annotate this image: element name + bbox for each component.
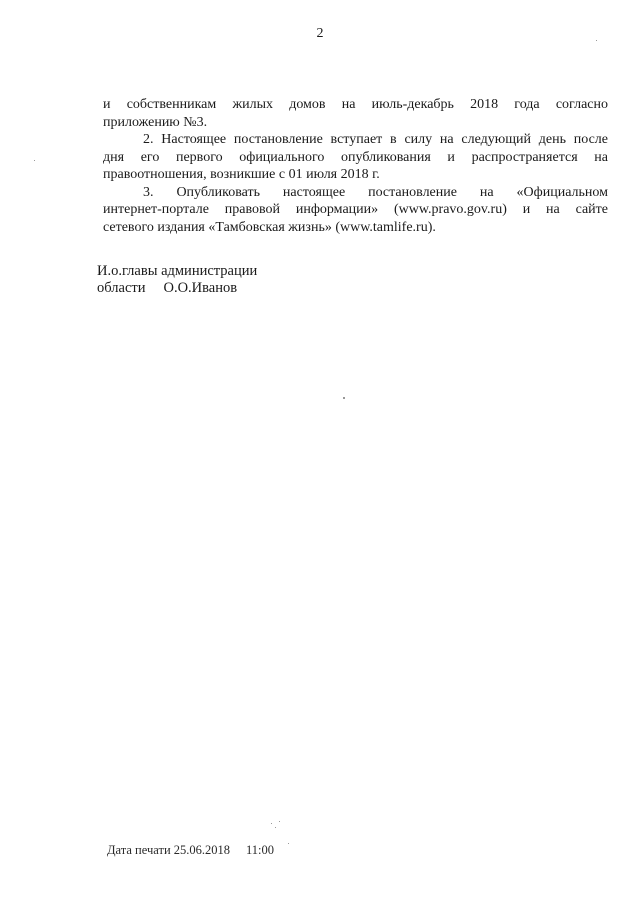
scan-speck	[275, 827, 276, 828]
signatory-name: О.О.Иванов	[163, 280, 238, 296]
signatory-title-line-2: области	[97, 280, 146, 296]
paragraph-2-line-3: правоотношения, возникшие с 01 июля 2018 г.	[103, 167, 380, 182]
paragraph-1-line-1: и собственникам жилых домов на июль-декабрь 2018 года согласно	[103, 97, 608, 112]
signatory-line-2	[97, 280, 257, 297]
scan-speck	[34, 160, 35, 161]
print-time: 11:00	[246, 843, 275, 857]
print-date-label: Дата печати 25.06.2018	[107, 843, 231, 857]
paragraph-1-line-2: приложению №3.	[103, 114, 208, 130]
paragraph-2-line-2: дня его первого официального опубликования и распространяется на	[103, 149, 608, 165]
scan-speck	[279, 821, 280, 822]
document-body	[103, 96, 608, 236]
signature-block	[97, 263, 257, 297]
scan-speck	[271, 823, 272, 824]
print-date-footer	[107, 843, 274, 858]
scan-speck	[343, 397, 345, 399]
paragraph-3-line-2: интернет-портале правовой информации» (www.pravo.gov.ru) и на сайте	[103, 202, 608, 217]
scan-speck	[596, 40, 597, 41]
paragraph-2-line-1: 2. Настоящее постановление вступает в силу на следующий день после	[143, 132, 608, 147]
scan-speck	[288, 843, 289, 844]
paragraph-3-line-3: сетевого издания «Тамбовская жизнь» (www.tamlife.ru).	[103, 219, 436, 235]
page-number: 2	[316, 26, 324, 41]
signatory-title-line-1: И.о.главы администрации	[97, 263, 258, 279]
paragraph-3-line-1: 3. Опубликовать настоящее постановление на «Официальном	[143, 184, 608, 200]
